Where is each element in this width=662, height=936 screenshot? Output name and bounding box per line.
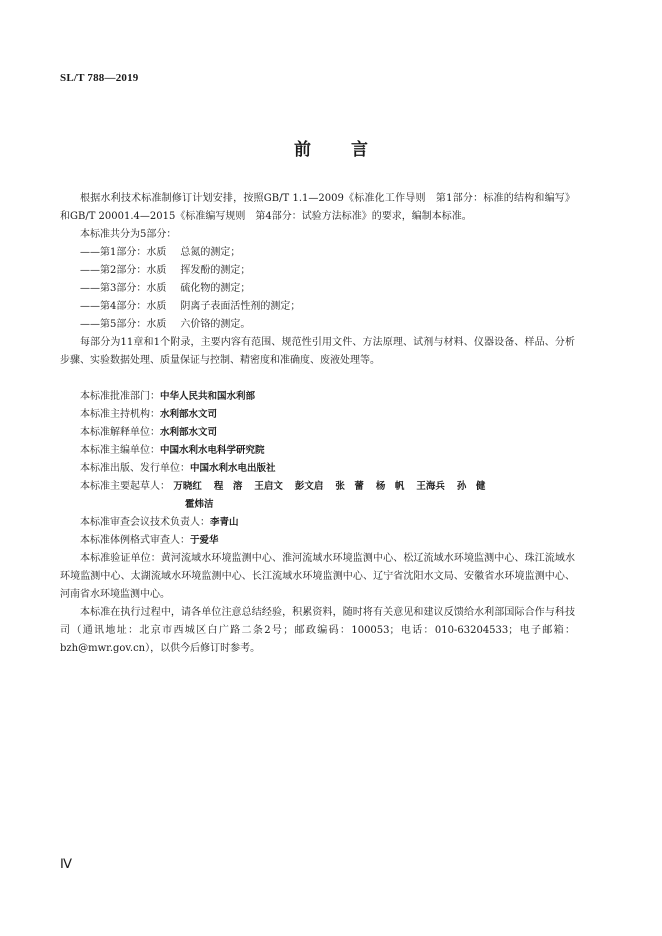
drafter-name: 王海兵 [416, 481, 445, 492]
info-publisher: 本标准出版、发行单位：中国水利水电出版社 [80, 463, 276, 474]
intro-paragraph: 根据水利技术标准制修订计划安排，按照GB/T 1.1—2009《标准化工作导则 第1部分：标准的结构和编写》和GB/T 20001.4—2015《标准编写规则 第4部分：试验方法标准》的要求，编制本标准。 [60, 193, 575, 222]
drafter-name: 程 溶 [213, 481, 243, 492]
part-item: ——第5部分：水质 六价铬的测定。 [80, 319, 251, 330]
title-char-2: 言 [351, 140, 368, 160]
drafter-name: 万晓红 [173, 481, 202, 492]
info-interpretation-unit: 本标准解释单位：水利部水文司 [80, 427, 218, 438]
standard-code: SL/T 788—2019 [60, 72, 139, 84]
info-host-agency: 本标准主持机构：水利部水文司 [80, 409, 218, 420]
title-char-1: 前 [294, 140, 311, 160]
drafter-name-continued: 霍炜洁 [185, 499, 214, 510]
review-tech-lead: 本标准审查会议技术负责人：李青山 [80, 517, 239, 528]
page-number: Ⅳ [60, 856, 72, 871]
foreword-body [60, 190, 575, 658]
drafter-name: 杨 帆 [375, 481, 405, 492]
part-item: ——第1部分：水质 总氮的测定； [80, 247, 241, 258]
review-format-reviewer: 本标准体例格式审查人：于爱华 [80, 535, 219, 546]
verification-paragraph: 本标准验证单位：黄河流域水环境监测中心、淮河流域水环境监测中心、松辽流域水环境监测中心、珠江流域水环境监测中心、太湖流域水环境监测中心、长江流域水环境监测中心、辽宁省沈阳水文局、安徽省水环境监测中心、河南省水环境监测中心。 [60, 553, 575, 600]
info-approval-dept: 本标准批准部门：中华人民共和国水利部 [80, 391, 256, 402]
page-title [0, 135, 662, 160]
drafter-name: 孙 健 [456, 481, 486, 492]
parts-intro: 本标准共分为5部分： [80, 229, 177, 240]
feedback-paragraph: 本标准在执行过程中，请各单位注意总结经验，积累资料，随时将有关意见和建议反馈给水利部国际合作与科技司（通讯地址：北京市西城区白广路二条2号；邮政编码：100053；电话：010-63204533；电子邮箱：bzh@mwr.gov.cn），以供今后修订时参考。 [60, 607, 575, 654]
info-chief-editor-unit: 本标准主编单位：中国水利水电科学研究院 [80, 445, 265, 456]
part-item: ——第2部分：水质 挥发酚的测定； [80, 265, 251, 276]
drafter-name: 彭文启 [294, 481, 324, 492]
drafters: 本标准主要起草人： 万晓红 程 溶 王启文 彭文启 张 蕾 杨 帆 王海兵 孙 健 [60, 478, 575, 496]
part-item: ——第3部分：水质 硫化物的测定； [80, 283, 251, 294]
drafter-name: 王启文 [254, 481, 283, 492]
drafter-name: 张 蕾 [335, 481, 364, 492]
structure-paragraph: 每部分为11章和1个附录，主要内容有范围、规范性引用文件、方法原理、试剂与材料、仪器设备、样品、分析步骤、实验数据处理、质量保证与控制、精密度和准确度、废液处理等。 [60, 337, 575, 366]
part-item: ——第4部分：水质 阴离子表面活性剂的测定； [80, 301, 301, 312]
